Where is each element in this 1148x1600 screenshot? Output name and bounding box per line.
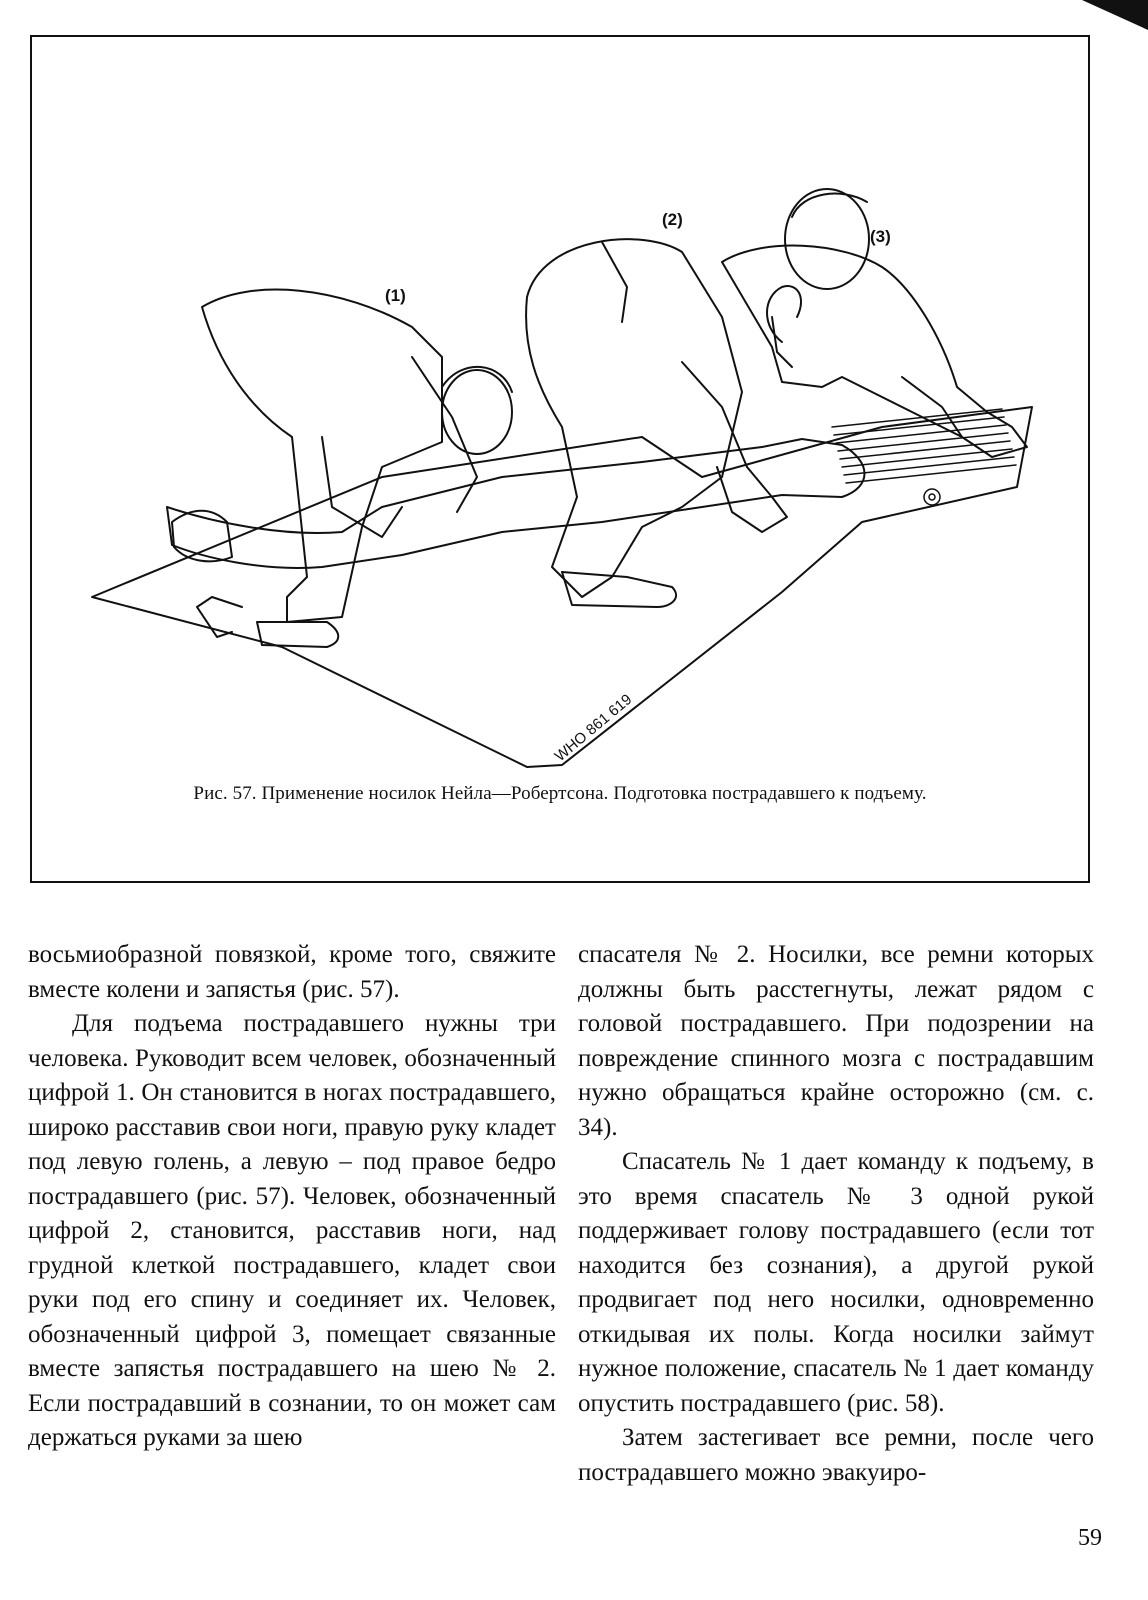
right-paragraph-2: Спасатель № 1 дает команду к подъему, в это время спасатель № 3 одной рукой поддерживает голову пострадавшего (если тот находится без сознания), а другой рукой продвигает под него носилки, одновременно откидывая их полы. Когда носилки займут нужное положение, спасатель № 1 дает команду опустить пострадавшего (рис. 58).: [578, 1148, 1094, 1417]
label-rescuer-3: (3): [870, 227, 891, 246]
figure-frame: [30, 35, 1090, 883]
label-rescuer-1: (1): [385, 286, 406, 305]
right-paragraph-3: Затем застегивает все ремни, после чего пострадавшего можно эвакуиро-: [578, 1424, 1094, 1486]
figure-code: WHO 861 619: [551, 690, 636, 766]
corner-mark: [1082, 0, 1148, 66]
label-rescuer-2: (2): [662, 210, 683, 229]
right-paragraph-1: спасателя № 2. Носилки, все ремни которых должны быть расстегнуты, лежат рядом с головой пострадавшего. При подозрении на повреждение спинного мозга с пострадавшим нужно обращаться крайне осторожно (см. с. 34).: [578, 941, 1094, 1141]
right-column: [578, 938, 1094, 1490]
page-number: 59: [1078, 1525, 1102, 1551]
rescuer-1-figure: [197, 290, 512, 647]
casualty-figure: [167, 439, 865, 568]
figure-caption: Рис. 57. Применение носилок Нейла—Робертсона. Подготовка пострадавшего к подъему.: [193, 783, 927, 804]
left-paragraph-2: Для подъема пострадавшего нужны три человека. Руководит всем человек, обозначенный цифрой 1. Он становится в ногах пострадавшего, широко расставив свои ноги, правую руку кладет под левую голень, а левую – под правое бедро пострадавшего (рис. 57). Человек, обозначенный цифрой 2, становится, расставив ноги, над грудной клеткой пострадавшего, кладет свои руки под его спину и соединяет их. Человек, обозначенный цифрой 3, помещает связанные вместе запястья пострадавшего на шею № 2. Если пострадавший в сознании, то он может сам держаться руками за шею: [28, 1010, 556, 1451]
left-column: [28, 938, 556, 1456]
stretcher-slats: [832, 409, 1016, 505]
rescue-illustration: [82, 177, 1082, 797]
rescuer-2-figure: [526, 239, 787, 607]
left-paragraph-1: восьмиобразной повязкой, кроме того, свяжите вместе колени и запястья (рис. 57).: [28, 941, 556, 1003]
stretcher-sheet: [92, 407, 1032, 767]
